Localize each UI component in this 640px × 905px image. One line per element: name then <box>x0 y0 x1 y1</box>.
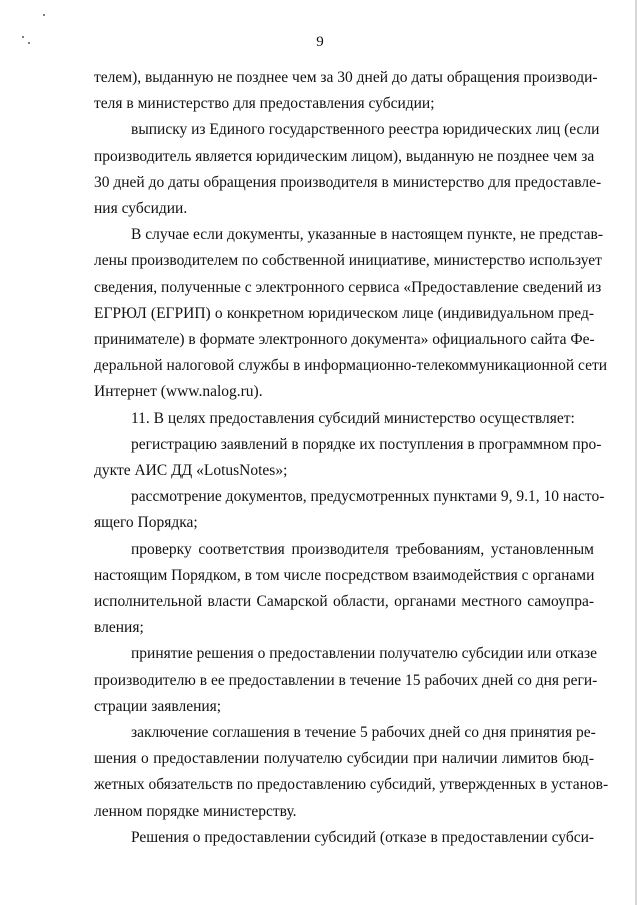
text-line: теля в министерство для предоставления субсидии; <box>94 95 435 113</box>
text-line: деральной налоговой службы в информационно-телекоммуникационной сети <box>94 357 608 375</box>
paragraph <box>94 641 598 720</box>
document-body <box>94 65 609 851</box>
paragraph <box>94 117 602 222</box>
paragraph <box>94 720 609 825</box>
text-line: жетных обязательств по предоставлению субсидий, утвержденных в установ- <box>94 776 609 794</box>
text-line: исполнительной власти Самарской области, органами местного самоупра- <box>94 593 594 611</box>
text-line: Интернет (www.nalog.ru). <box>94 383 263 401</box>
text-line: телем), выданную не позднее чем за 30 дней до даты обращения производи- <box>94 69 598 86</box>
text-line: страции заявления; <box>94 697 222 715</box>
text-line: вления; <box>94 619 144 637</box>
text-line: заключение соглашения в течение 5 рабочих дней со дня принятия ре- <box>131 724 596 742</box>
text-line: 30 дней до даты обращения производителя в министерство для предоставле- <box>94 173 602 191</box>
paragraph <box>94 65 598 117</box>
text-line: настоящим Порядком, в том числе посредством взаимодействия с органами <box>94 566 595 584</box>
text-line: сведения, полученные с электронного сервиса «Предоставление сведений из <box>94 278 602 296</box>
text-line: 11. В целях предоставления субсидий министерство осуществляет: <box>131 409 575 427</box>
text-line: выписку из Единого государственного реестра юридических лиц (если <box>131 121 600 139</box>
page-number: 9 <box>316 34 324 50</box>
text-line: шения о предоставлении получателю субсидии при наличии лимитов бюд- <box>94 750 594 768</box>
paragraph <box>94 432 602 484</box>
text-line: принимателе) в формате электронного документа» официального сайта Фе- <box>94 331 595 349</box>
text-line: ящего Порядка; <box>94 514 198 532</box>
text-line: лены производителем по собственной инициативе, министерство использует <box>94 252 602 270</box>
text-line: ния субсидии. <box>94 200 188 218</box>
scan-edge-line <box>635 0 637 905</box>
text-line: Решения о предоставлении субсидий (отказе в предоставлении субси- <box>131 828 595 846</box>
paragraph <box>94 825 594 851</box>
paragraph <box>94 222 608 405</box>
text-line: рассмотрение документов, предусмотренных пунктами 9, 9.1, 10 насто- <box>131 488 605 506</box>
text-line: проверку соответствия производителя требованиям, установленным <box>131 540 594 558</box>
text-line: производитель является юридическим лицом), выданную не позднее чем за <box>94 147 595 165</box>
paragraph <box>94 484 605 536</box>
text-line: принятие решения о предоставлении получателю субсидии или отказе <box>131 645 597 663</box>
paragraph <box>94 537 594 642</box>
scan-speck <box>43 14 45 16</box>
paragraph <box>94 406 594 432</box>
text-line: В случае если документы, указанные в настоящем пункте, не представ- <box>131 226 603 244</box>
text-line: производителю в ее предоставлении в течение 15 рабочих дней со дня реги- <box>94 671 598 689</box>
text-line: ЕГРЮЛ (ЕГРИП) о конкретном юридическом лице (индивидуальном пред- <box>94 304 594 322</box>
text-line: ленном порядке министерству. <box>94 802 297 820</box>
text-line: регистрацию заявлений в порядке их поступления в программном про- <box>131 435 602 453</box>
text-line: дукте АИС ДД «LotusNotes»; <box>94 462 288 480</box>
